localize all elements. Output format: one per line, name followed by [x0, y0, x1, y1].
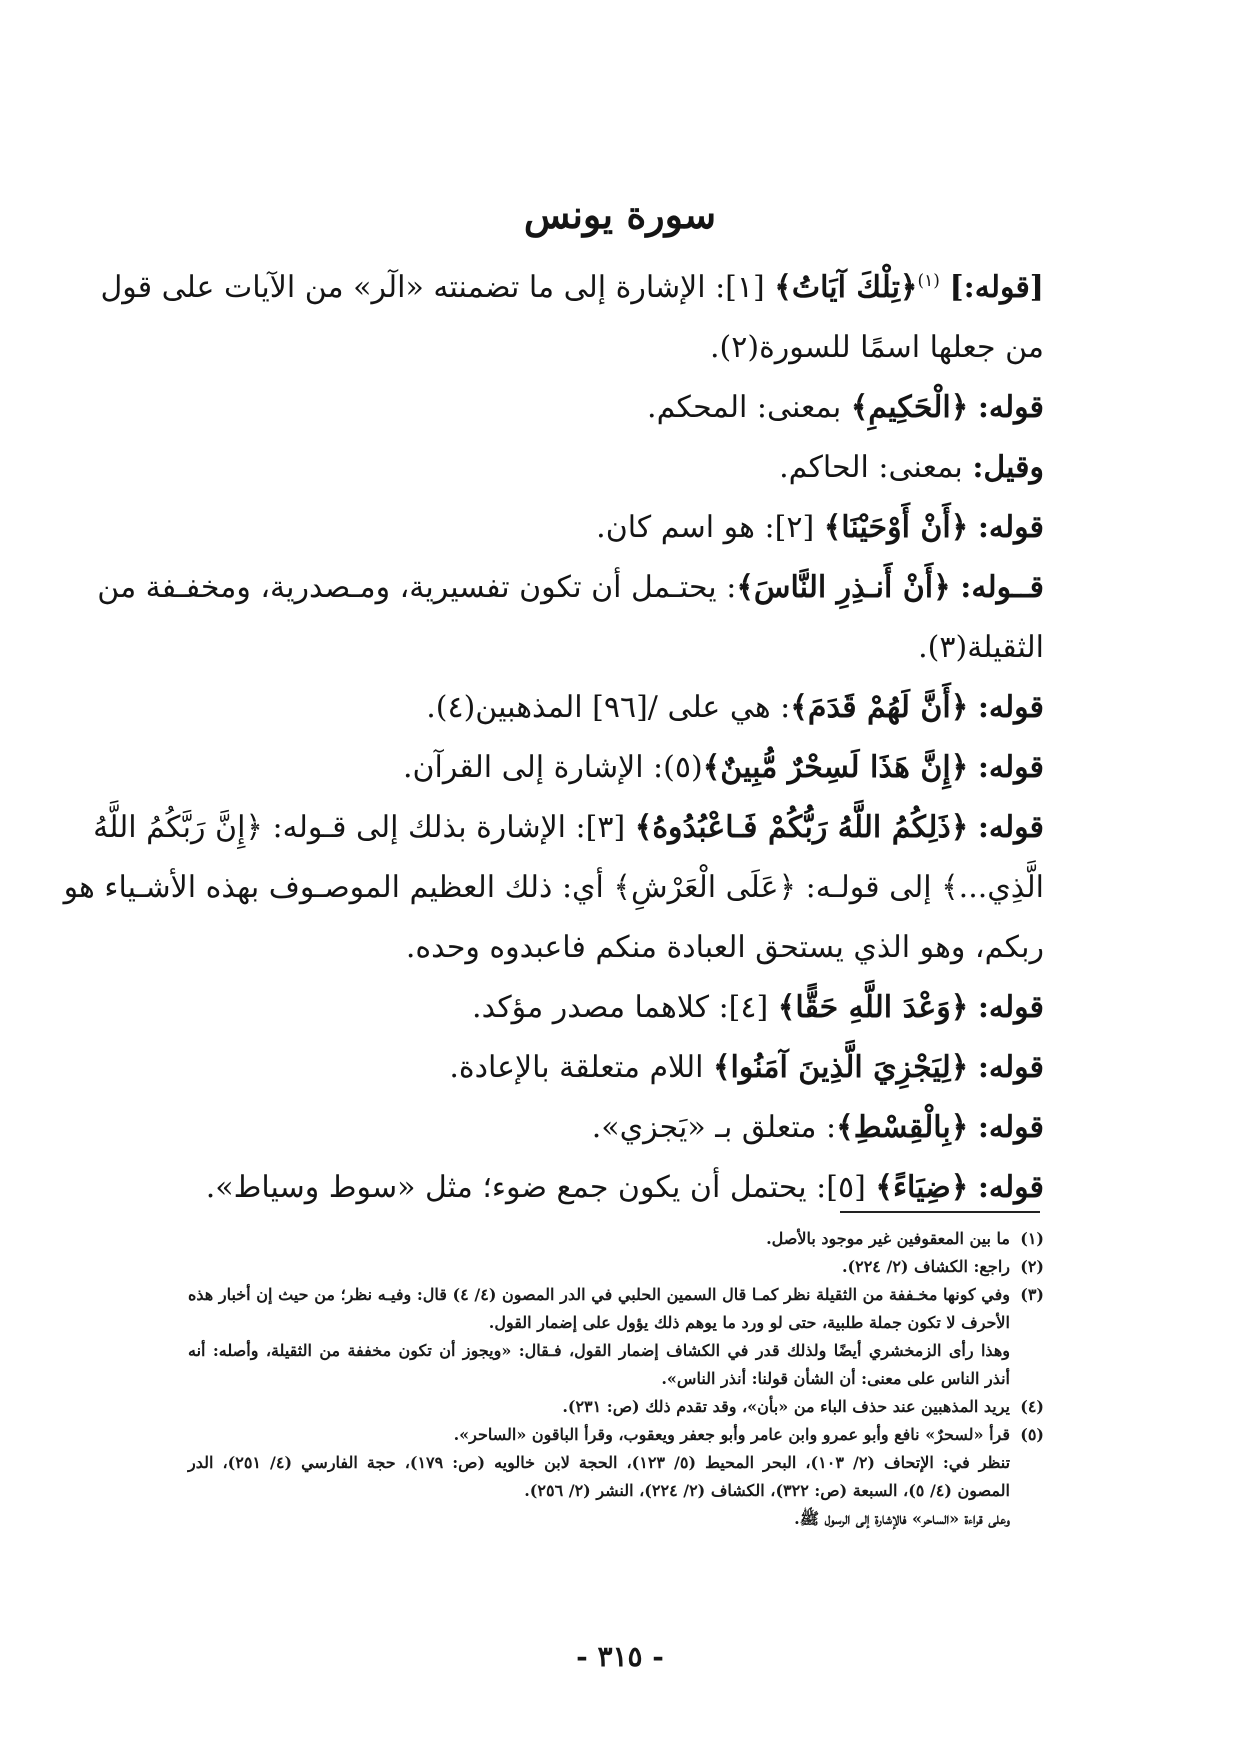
text-line — [63, 858, 1044, 918]
line-text: [٢]: هو اسم كان. — [596, 510, 824, 545]
line-label: قوله: — [977, 810, 1044, 845]
text-line — [188, 618, 1044, 678]
text-line — [97, 558, 1044, 618]
line-text: بمعنى: المحكم. — [647, 390, 851, 425]
line-label: قوله: — [977, 990, 1044, 1025]
footnote-line — [188, 1281, 1044, 1309]
quran-quote: ﴿أَنْ أَنـذِرِ النَّاسَ﴾ — [736, 570, 951, 605]
text-line — [188, 678, 1044, 738]
text-line — [188, 498, 1044, 558]
footnote-marker: (١) — [917, 271, 940, 291]
footnote-text: الأحرف لا تكون جملة طلبية، حتى لو ورد ما يوهم ذلك يؤول على إضمار القول. — [488, 1313, 1010, 1332]
text-line — [188, 978, 1044, 1038]
footnote-line — [188, 1309, 1044, 1337]
line-text: بمعنى: الحاكم. — [779, 450, 963, 485]
text-line — [188, 438, 1044, 498]
line-text: اللام متعلقة بالإعادة. — [449, 1050, 713, 1085]
footnote-text: ما بين المعقوفين غير موجود بالأصل. — [766, 1229, 1010, 1248]
text-line — [188, 918, 1044, 978]
line-label: وقيل: — [972, 450, 1044, 485]
line-text: [٤]: كلاهما مصدر مؤكد. — [472, 990, 778, 1025]
quran-quote: ﴿ذَلِكُمُ اللَّهُ رَبُّكُمْ فَـاعْبُدُوهُ﴾ — [634, 810, 969, 845]
page-number: - ٣١٥ - — [576, 1640, 664, 1673]
footnote-number: (٢) — [1020, 1257, 1044, 1276]
line-text: : هي على /[٩٦] المذهبين(٤). — [426, 690, 791, 725]
footnote-number: (٥) — [1020, 1425, 1044, 1444]
line-text: [١]: الإشارة إلى ما تضمنته «الٓر» من الآيات على قول — [100, 270, 775, 305]
footnote-number: (١) — [1020, 1229, 1044, 1248]
line-label: قوله: — [977, 690, 1044, 725]
line-label: قوله: — [977, 1110, 1044, 1145]
line-text: : متعلق بـ «يَجزي». — [591, 1110, 837, 1145]
footnote-line — [188, 1253, 1044, 1281]
footnote-text: تنظر في: الإتحاف (٢/ ١٠٣)، البحر المحيط (٥/ ١٢٣)، الحجة لابن خالويه (ص: ١٧٩)، حجة الفارسي (٤/ ٢٥١)، الدر — [188, 1453, 1011, 1472]
quran-quote: ﴿الْحَكِيمِ﴾ — [850, 390, 969, 425]
quran-quote: ﴿تِلْكَ آيَاتُ﴾ — [774, 270, 918, 305]
footnote-line — [188, 1449, 1044, 1477]
footnote-line — [188, 1365, 1044, 1393]
quran-quote: ﴿أَنْ أَوْحَيْنَا﴾ — [823, 510, 969, 545]
footnotes — [188, 1225, 1044, 1533]
line-label: [قوله:] — [949, 270, 1044, 305]
footnote-separator — [840, 1211, 1040, 1213]
footnote-number: (٣) — [1020, 1285, 1044, 1304]
line-label: قوله: — [977, 750, 1044, 785]
line-label: قــوله: — [960, 570, 1044, 605]
footnote-text: وفي كونها مخـففة من الثقيلة نظر كمـا قال السمين الحلبي في الدر المصون (٤/ ٤) قال: وفيـه نظر؛ من حيث إن أخبار هذه — [188, 1285, 1010, 1304]
line-text: الَّذِي...﴾ إلى قولـه: ﴿عَلَى الْعَرْشِ﴾ أي: ذلك العظيم الموصـوف بهذه الأشـياء هو — [63, 870, 1044, 905]
footnote-line — [188, 1421, 1044, 1449]
text-line — [188, 1038, 1044, 1098]
quran-quote: ﴿لِيَجْزِيَ الَّذِينَ آمَنُوا﴾ — [712, 1050, 969, 1085]
text-line — [188, 1098, 1044, 1158]
text-line — [100, 258, 1044, 318]
footnote-text: قرأ «لسحرٌ» نافع وأبو عمرو وابن عامر وأبو جعفر ويعقوب، وقرأ الباقون «الساحر». — [453, 1425, 1010, 1444]
footnote-text: وهذا رأى الزمخشري أيضًا ولذلك قدر في الكشاف إضمار القول، فـقال: «ويجوز أن تكون مخففة من الثقيلة، وأصله: أنه — [188, 1341, 1010, 1360]
footnote-line — [188, 1393, 1044, 1421]
line-label: قوله: — [977, 1170, 1044, 1205]
footnote-line — [188, 1477, 1044, 1505]
footnote-text: وعلى قراءة «الساحر» فالإشارة إلى الرسول ﷺ. — [794, 1509, 1010, 1528]
text-line — [188, 738, 1044, 798]
text-line — [93, 798, 1044, 858]
text-line — [188, 378, 1044, 438]
line-text: ربكم، وهو الذي يستحق العبادة منكم فاعبدوه وحده. — [405, 930, 1044, 965]
main-text — [63, 258, 1044, 1218]
footnote-text: يريد المذهبين عند حذف الباء من «بأن»، وقد تقدم ذلك (ص: ٢٣١). — [562, 1397, 1010, 1416]
quran-quote: ﴿أَنَّ لَهُمْ قَدَمَ﴾ — [790, 690, 969, 725]
line-text: الثقيلة(٣). — [918, 630, 1044, 665]
line-text: [٥]: يحتمل أن يكون جمع ضوء؛ مثل «سوط وسياط». — [205, 1170, 876, 1205]
quran-quote: ﴿وَعْدَ اللَّهِ حَقًّا﴾ — [777, 990, 969, 1025]
quran-quote: ﴿بِالْقِسْطِ﴾ — [836, 1110, 969, 1145]
text-line — [188, 318, 1044, 378]
line-label: قوله: — [977, 510, 1044, 545]
quran-quote: ﴿إِنَّ هَذَا لَسِحْرٌ مُّبِينٌ﴾ — [702, 750, 969, 785]
line-label: قوله: — [977, 390, 1044, 425]
footnote-line — [188, 1337, 1044, 1365]
footnote-line — [188, 1225, 1044, 1253]
footnote-line — [188, 1505, 1044, 1533]
footnote-text: أنذر الناس على معنى: أن الشأن قولنا: أنذر الناس». — [661, 1369, 1010, 1388]
footnote-text: المصون (٤/ ٥)، السبعة (ص: ٣٢٢)، الكشاف (٢/ ٢٢٤)، النشر (٢/ ٢٥٦). — [524, 1481, 1010, 1500]
line-text: من جعلها اسمًا للسورة(٢). — [709, 330, 1044, 365]
line-text: [٣]: الإشارة بذلك إلى قـوله: ﴿إِنَّ رَبَّكُمُ اللَّهُ — [93, 810, 635, 845]
footnote-text: راجع: الكشاف (٢/ ٢٢٤). — [841, 1257, 1010, 1276]
line-label: قوله: — [977, 1050, 1044, 1085]
footnote-number: (٤) — [1020, 1397, 1044, 1416]
surah-title: سورة يونس — [523, 192, 717, 237]
line-text: : يحتـمل أن تكون تفسيرية، ومـصدرية، ومخفـفة من — [97, 570, 737, 605]
text-line — [188, 1158, 1044, 1218]
quran-quote: ﴿ضِيَاءً﴾ — [875, 1170, 969, 1205]
line-text: (٥): الإشارة إلى القرآن. — [402, 750, 703, 785]
